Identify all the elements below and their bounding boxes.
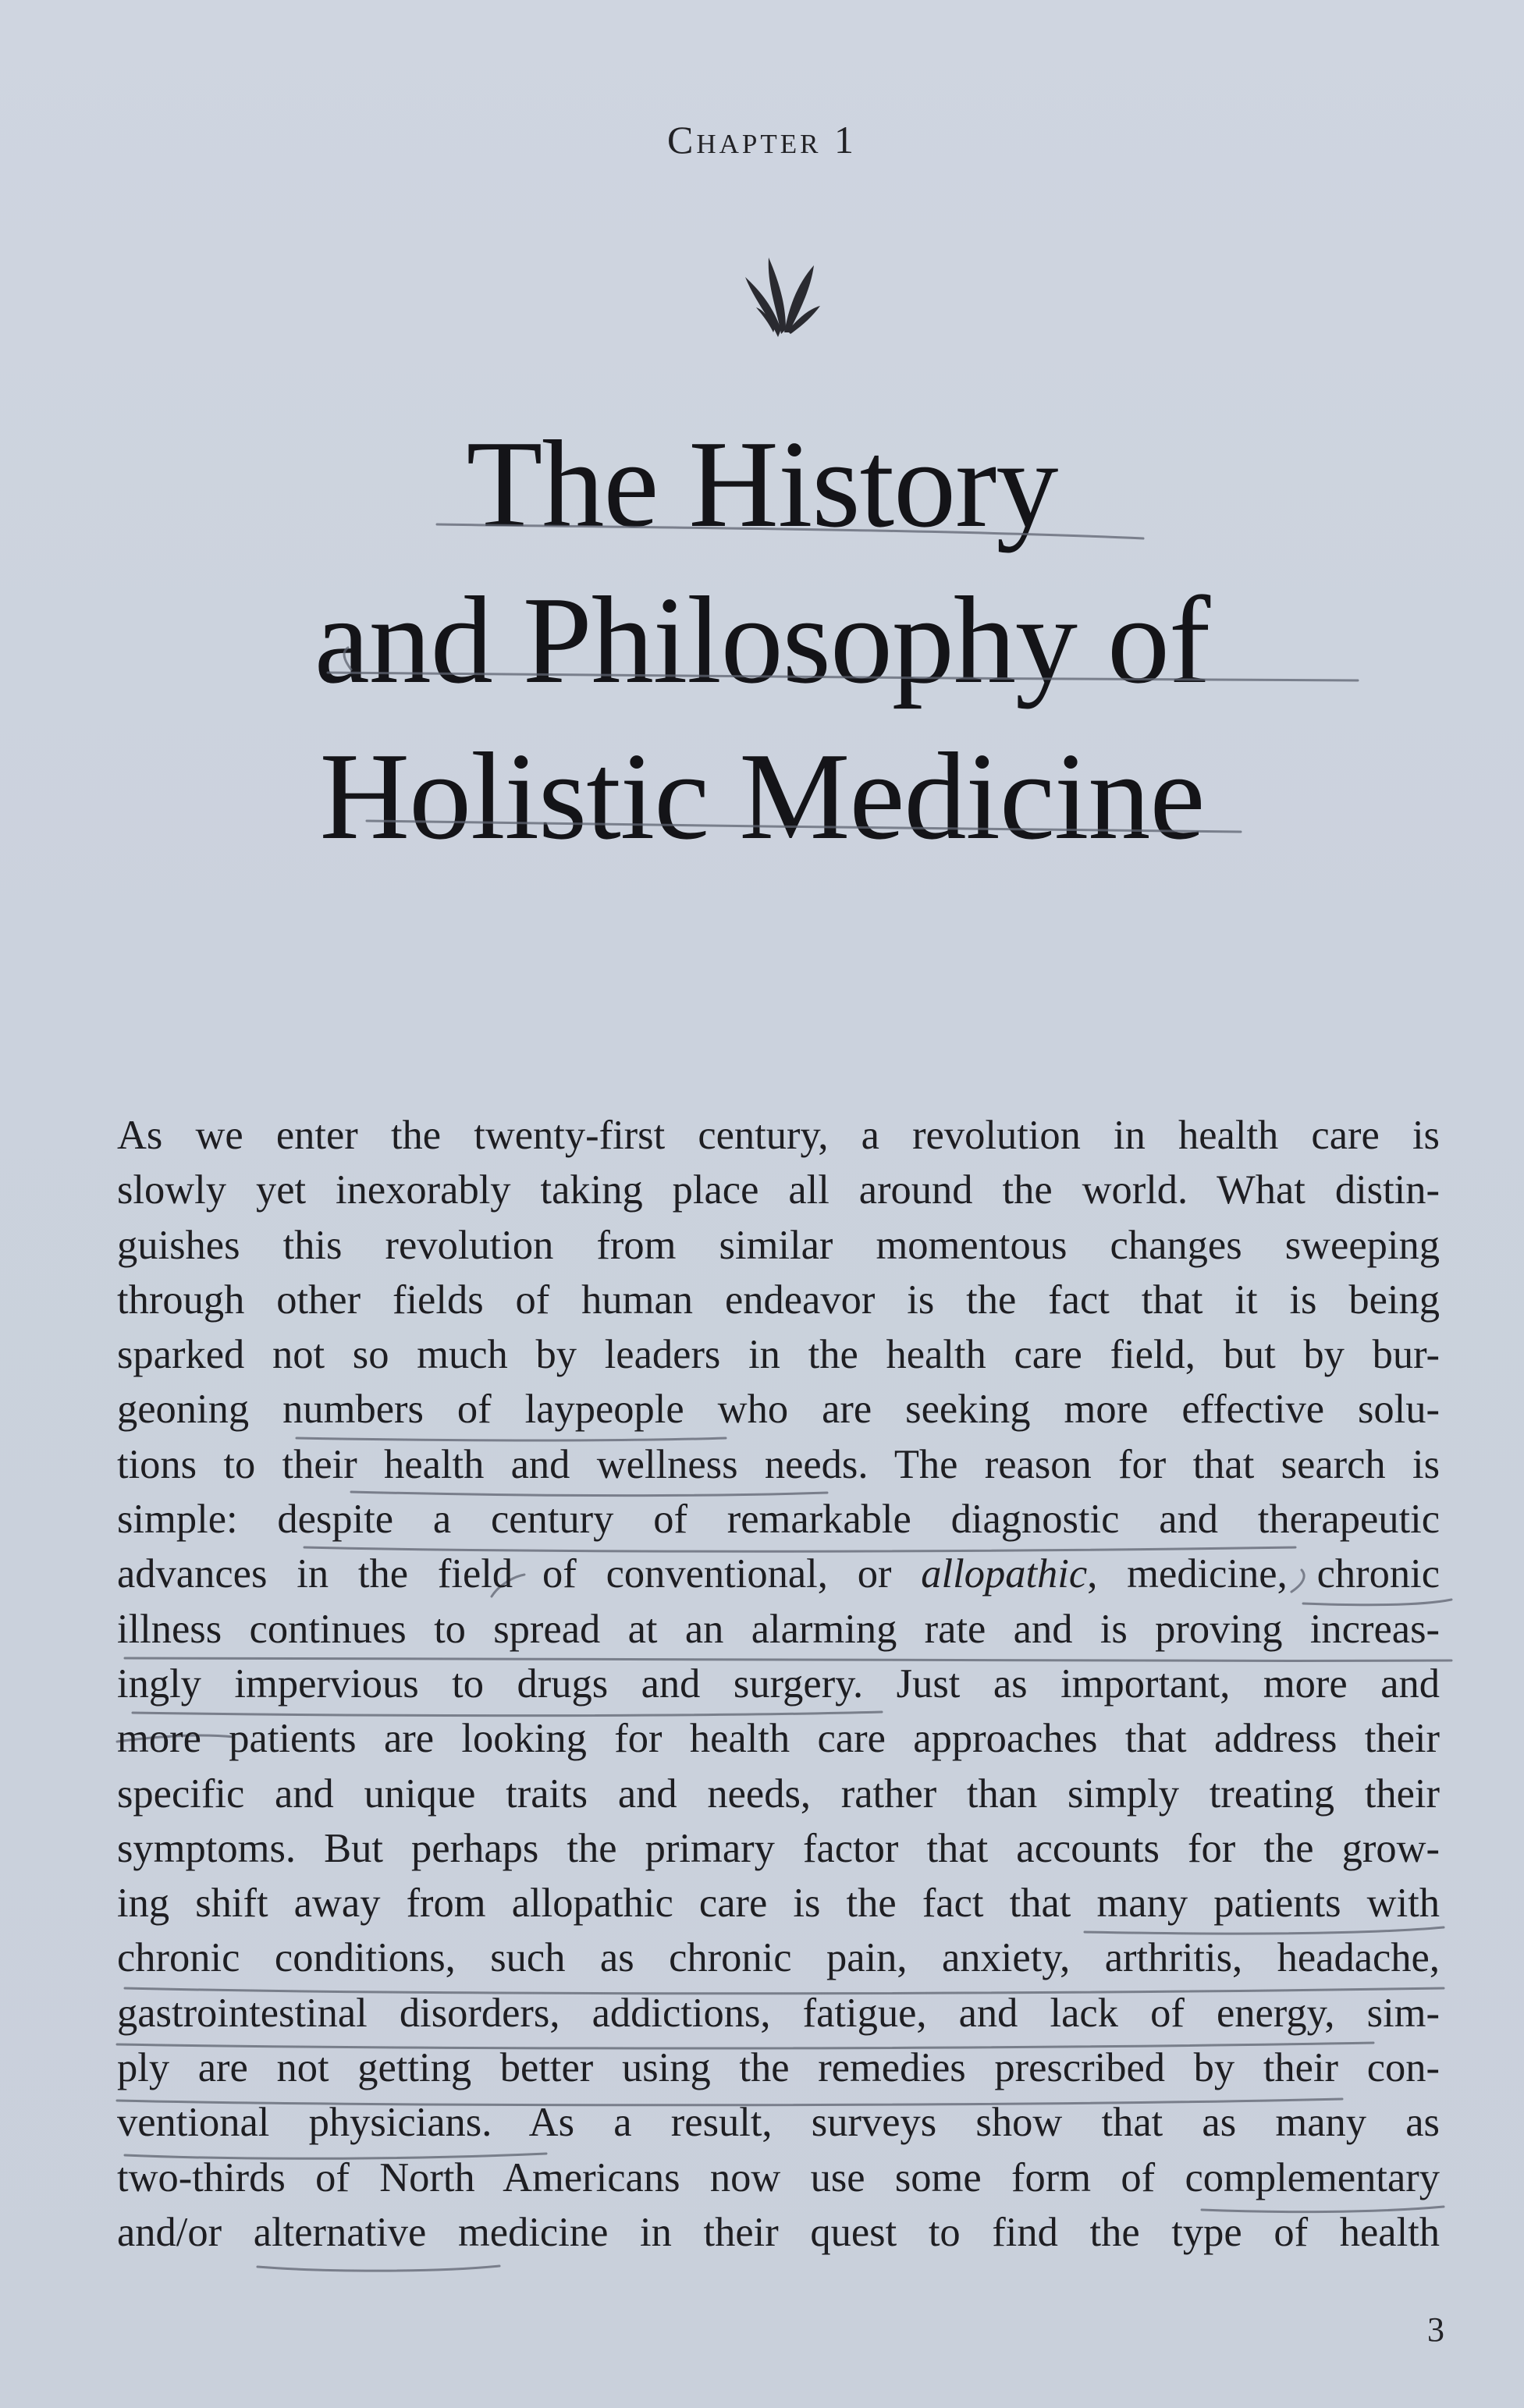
body-line: simple: despite a century of remarkable diagnostic and therapeutic [117, 1497, 1440, 1543]
chapter-title [0, 406, 1524, 874]
body-line: sparked not so much by leaders in the health care field, but by bur- [117, 1332, 1440, 1378]
title-line-2: and Philosophy of [314, 570, 1210, 709]
body-line: gastrointestinal disorders, addictions, fatigue, and lack of energy, sim- [117, 1990, 1440, 2036]
body-line: two-thirds of North Americans now use some form of complementary [117, 2154, 1440, 2200]
body-line: specific and unique traits and needs, rather than simply treating their [117, 1770, 1440, 1817]
body-line: ventional physicians. As a result, surveys show that as many as [117, 2100, 1440, 2146]
body-line: through other fields of human endeavor is the fact that it is being [117, 1277, 1440, 1323]
body-line: symptoms. But perhaps the primary factor that accounts for the grow- [117, 1825, 1440, 1871]
body-line: geoning numbers of laypeople who are seeking more effective solu- [117, 1387, 1440, 1433]
body-line: ply are not getting better using the remedies prescribed by their con- [117, 2045, 1440, 2091]
body-line: slowly yet inexorably taking place all around the world. What distin- [117, 1167, 1440, 1213]
body-line: more patients are looking for health care approaches that address their [117, 1716, 1440, 1762]
body-line: As we enter the twenty-first century, a revolution in health care is [117, 1113, 1440, 1158]
body-line: chronic conditions, such as chronic pain, anxiety, arthritis, headache, [117, 1935, 1440, 1981]
body-line: ing shift away from allopathic care is the fact that many patients with [117, 1881, 1440, 1927]
page-number: 3 [1427, 2310, 1444, 2349]
leaf-flourish-icon [737, 242, 823, 339]
body-line: tions to their health and wellness needs. The reason for that search is [117, 1441, 1440, 1487]
title-line-3: Holistic Medicine [319, 726, 1205, 865]
chapter-label: Chapter 1 [667, 118, 857, 162]
body-line-italic: advances in the field of conventional, or allopathic, medicine, chronic [117, 1551, 1440, 1597]
body-line: and/or alternative medicine in their quest to find the type of health [117, 2209, 1440, 2255]
body-line: illness continues to spread at an alarming rate and is proving increas- [117, 1606, 1440, 1652]
title-line-1: The History [466, 414, 1058, 553]
body-line: guishes this revolution from similar momentous changes sweeping [117, 1222, 1440, 1268]
body-paragraph [117, 1108, 1440, 2260]
italic-term: allopathic [921, 1551, 1088, 1597]
body-line: ingly impervious to drugs and surgery. Just as important, more and [117, 1660, 1440, 1707]
